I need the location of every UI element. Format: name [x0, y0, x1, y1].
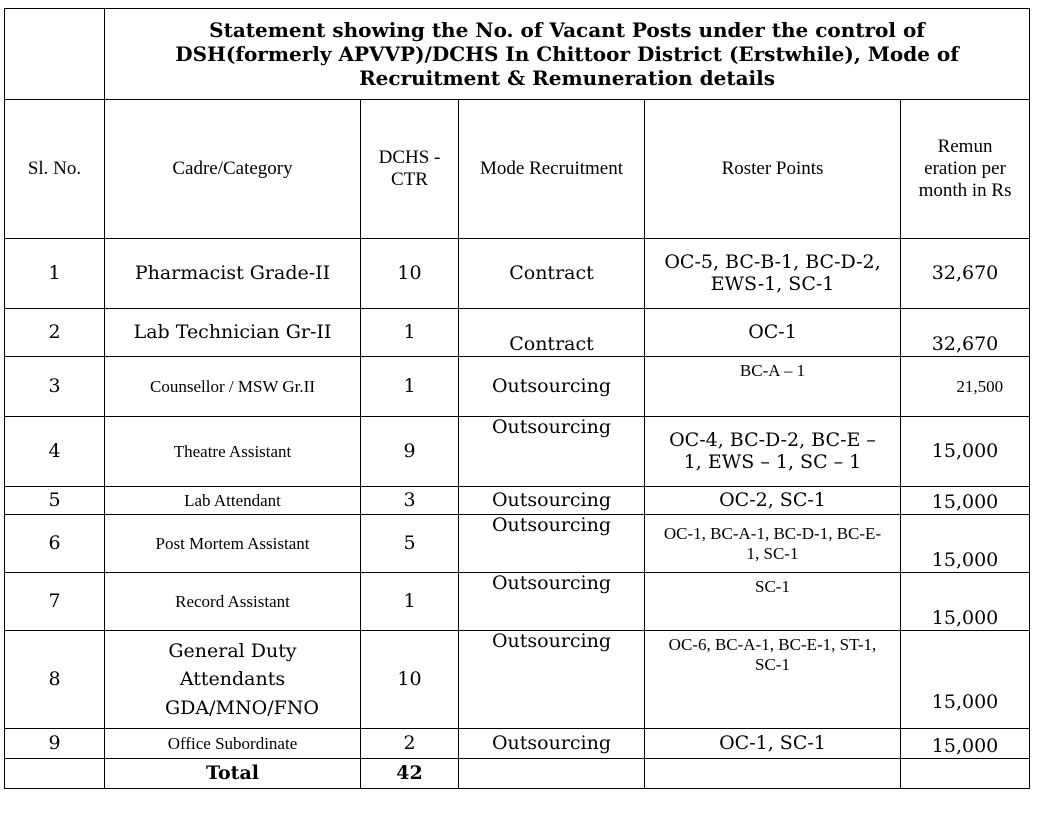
- total-blank-pay: [901, 759, 1030, 789]
- row-pay: 21,500: [901, 357, 1030, 417]
- row-count: 9: [361, 417, 459, 487]
- row-pay: 15,000: [901, 417, 1030, 487]
- total-blank-roster: [645, 759, 901, 789]
- row-cadre: General Duty Attendants GDA/MNO/FNO: [105, 631, 361, 729]
- header-row: [5, 100, 1030, 239]
- header-roster: Roster Points: [645, 100, 901, 239]
- table-row: [5, 515, 1030, 573]
- row-mode: Outsourcing: [459, 573, 645, 631]
- row-mode: Outsourcing: [459, 357, 645, 417]
- table-row: [5, 729, 1030, 759]
- row-sl: 2: [5, 309, 105, 357]
- title-line-3: Recruitment & Remuneration details: [359, 66, 775, 90]
- row-pay: 15,000: [901, 631, 1030, 729]
- row-mode: Outsourcing: [459, 487, 645, 515]
- row-count: 1: [361, 309, 459, 357]
- row-mode: Outsourcing: [459, 729, 645, 759]
- table-row: [5, 239, 1030, 309]
- row-cadre: Theatre Assistant: [105, 417, 361, 487]
- row-roster: BC-A – 1: [645, 357, 901, 417]
- row-pay: 15,000: [901, 515, 1030, 573]
- row-cadre: Lab Attendant: [105, 487, 361, 515]
- row-mode: Outsourcing: [459, 417, 645, 487]
- row-mode: Outsourcing: [459, 631, 645, 729]
- row-cadre: Record Assistant: [105, 573, 361, 631]
- header-mode: Mode Recruitment: [459, 100, 645, 239]
- table-row: [5, 573, 1030, 631]
- row-mode: Outsourcing: [459, 515, 645, 573]
- row-pay: 15,000: [901, 729, 1030, 759]
- table-row: [5, 631, 1030, 729]
- table-row: [5, 487, 1030, 515]
- row-roster: OC-1, BC-A-1, BC-D-1, BC-E-1, SC-1: [645, 515, 901, 573]
- row-count: 2: [361, 729, 459, 759]
- row-roster: OC-1, SC-1: [645, 729, 901, 759]
- header-cadre: Cadre/Category: [105, 100, 361, 239]
- table-row: [5, 417, 1030, 487]
- row-count: 10: [361, 631, 459, 729]
- row-mode: Contract: [459, 309, 645, 357]
- total-blank-mode: [459, 759, 645, 789]
- row-sl: 4: [5, 417, 105, 487]
- row-count: 10: [361, 239, 459, 309]
- row-roster: OC-2, SC-1: [645, 487, 901, 515]
- row-roster: OC-5, BC-B-1, BC-D-2, EWS-1, SC-1: [645, 239, 901, 309]
- row-roster: OC-6, BC-A-1, BC-E-1, ST-1, SC-1: [645, 631, 901, 729]
- row-count: 5: [361, 515, 459, 573]
- row-pay: 15,000: [901, 573, 1030, 631]
- total-blank-sl: [5, 759, 105, 789]
- total-value: 42: [361, 759, 459, 789]
- row-cadre: Post Mortem Assistant: [105, 515, 361, 573]
- total-label: Total: [105, 759, 361, 789]
- vacant-posts-table: [4, 8, 1030, 789]
- row-sl: 1: [5, 239, 105, 309]
- row-sl: 7: [5, 573, 105, 631]
- row-mode: Contract: [459, 239, 645, 309]
- row-count: 1: [361, 573, 459, 631]
- row-roster: SC-1: [645, 573, 901, 631]
- row-cadre: Pharmacist Grade-II: [105, 239, 361, 309]
- title-line-1: Statement showing the No. of Vacant Posts under the control of: [209, 18, 925, 42]
- table-title: [105, 9, 1030, 100]
- table-row: [5, 357, 1030, 417]
- header-sl: Sl. No.: [5, 100, 105, 239]
- row-sl: 6: [5, 515, 105, 573]
- row-sl: 9: [5, 729, 105, 759]
- row-sl: 8: [5, 631, 105, 729]
- header-remuneration: Remun eration per month in Rs: [901, 100, 1030, 239]
- row-count: 1: [361, 357, 459, 417]
- row-count: 3: [361, 487, 459, 515]
- row-sl: 5: [5, 487, 105, 515]
- total-row: [5, 759, 1030, 789]
- row-roster: OC-4, BC-D-2, BC-E – 1, EWS – 1, SC – 1: [645, 417, 901, 487]
- header-dchs: DCHS -CTR: [361, 100, 459, 239]
- row-pay: 32,670: [901, 309, 1030, 357]
- title-blank-cell: [5, 9, 105, 100]
- row-cadre: Office Subordinate: [105, 729, 361, 759]
- row-pay: 15,000: [901, 487, 1030, 515]
- row-pay: 32,670: [901, 239, 1030, 309]
- table-row: [5, 309, 1030, 357]
- row-roster: OC-1: [645, 309, 901, 357]
- row-cadre: Lab Technician Gr-II: [105, 309, 361, 357]
- row-cadre: Counsellor / MSW Gr.II: [105, 357, 361, 417]
- row-sl: 3: [5, 357, 105, 417]
- title-line-2: DSH(formerly APVVP)/DCHS In Chittoor District (Erstwhile), Mode of: [175, 42, 959, 66]
